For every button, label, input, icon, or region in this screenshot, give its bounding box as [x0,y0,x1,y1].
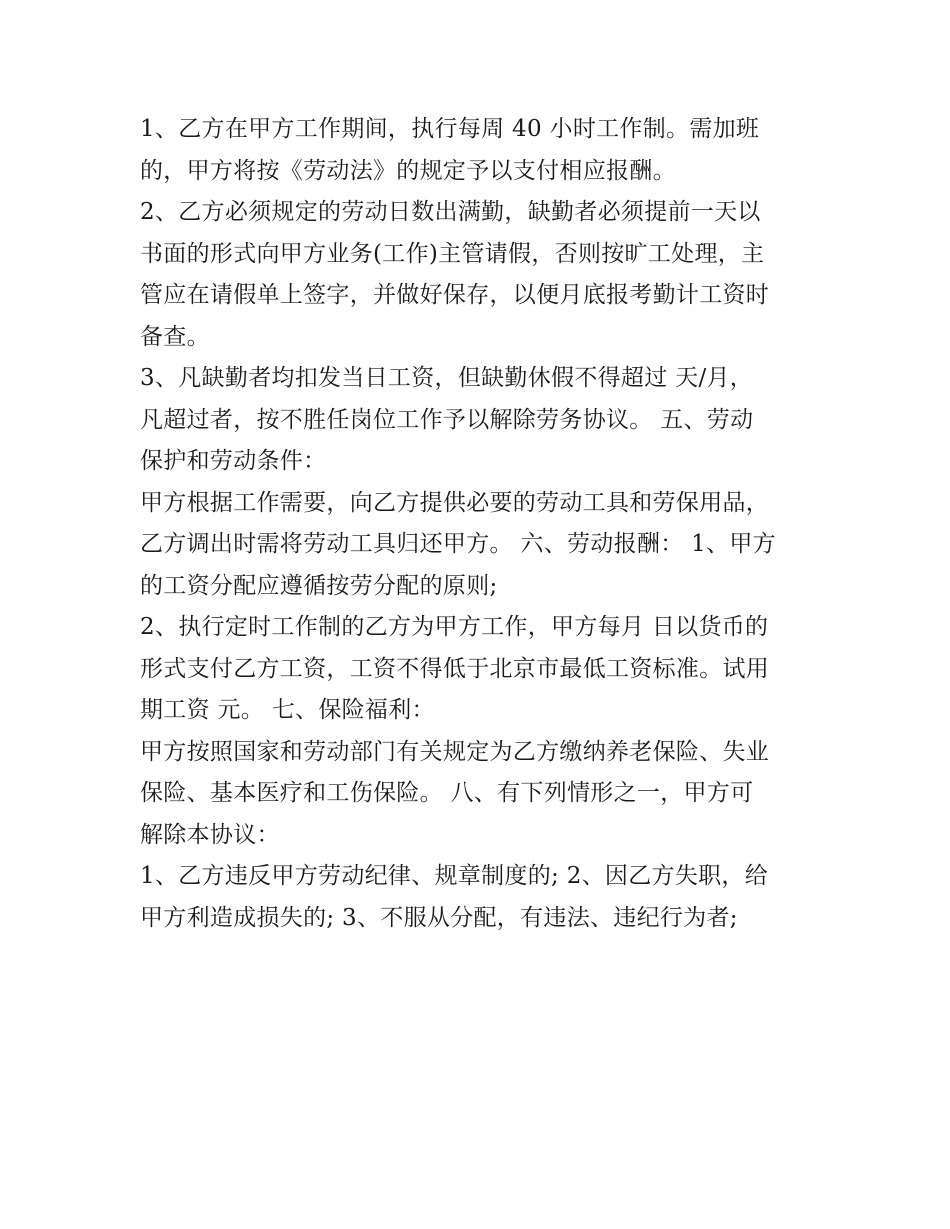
text-line-15: 期工资 元。 七、保险福利： [140,697,435,723]
text-line-7: 3、凡缺勤者均扣发当日工资，但缺勤休假不得超过 天/月， [140,365,754,391]
text-line-3: 2、乙方必须规定的劳动日数出满勤，缺勤者必须提前一天以 [140,199,761,225]
text-line-6: 备查。 [140,323,210,350]
text-line-13: 2、执行定时工作制的乙方为甲方工作，甲方每月 日以货币的 [140,614,769,640]
text-line-17: 保险、基本医疗和工伤保险。 八、有下列情形之一，甲方可 [140,780,754,806]
text-line-19: 1、乙方违反甲方劳动纪律、规章制度的; 2、因乙方失职，给 [140,863,769,889]
text-line-11: 乙方调出时需将劳动工具归还甲方。 六、劳动报酬： 1、甲方 [140,531,776,557]
text-line-14: 形式支付乙方工资，工资不得低于北京市最低工资标准。试用 [140,655,770,682]
text-line-10: 甲方根据工作需要，向乙方提供必要的劳动工具和劳保用品， [140,489,770,516]
text-line-4: 书面的形式向甲方业务(工作)主管请假，否则按旷工处理，主 [140,240,765,267]
text-line-12: 的工资分配应遵循按劳分配的原则; [140,572,498,599]
text-line-2: 的，甲方将按《劳动法》的规定予以支付相应报酬。 [140,157,676,184]
text-line-8: 凡超过者，按不胜任岗位工作予以解除劳务协议。 五、劳动 [140,406,754,433]
document-body [140,109,820,939]
text-line-20: 甲方利造成损失的; 3、不服从分配，有违法、违纪行为者; [140,904,738,931]
text-line-1: 1、乙方在甲方工作期间，执行每周 40 小时工作制。需加班 [140,116,760,142]
text-line-5: 管应在请假单上签字，并做好保存，以便月底报考勤计工资时 [140,282,770,308]
text-line-9: 保护和劳动条件： [140,448,327,474]
text-line-16: 甲方按照国家和劳动部门有关规定为乙方缴纳养老保险、失业 [140,738,770,765]
text-line-18: 解除本协议： [140,821,280,848]
